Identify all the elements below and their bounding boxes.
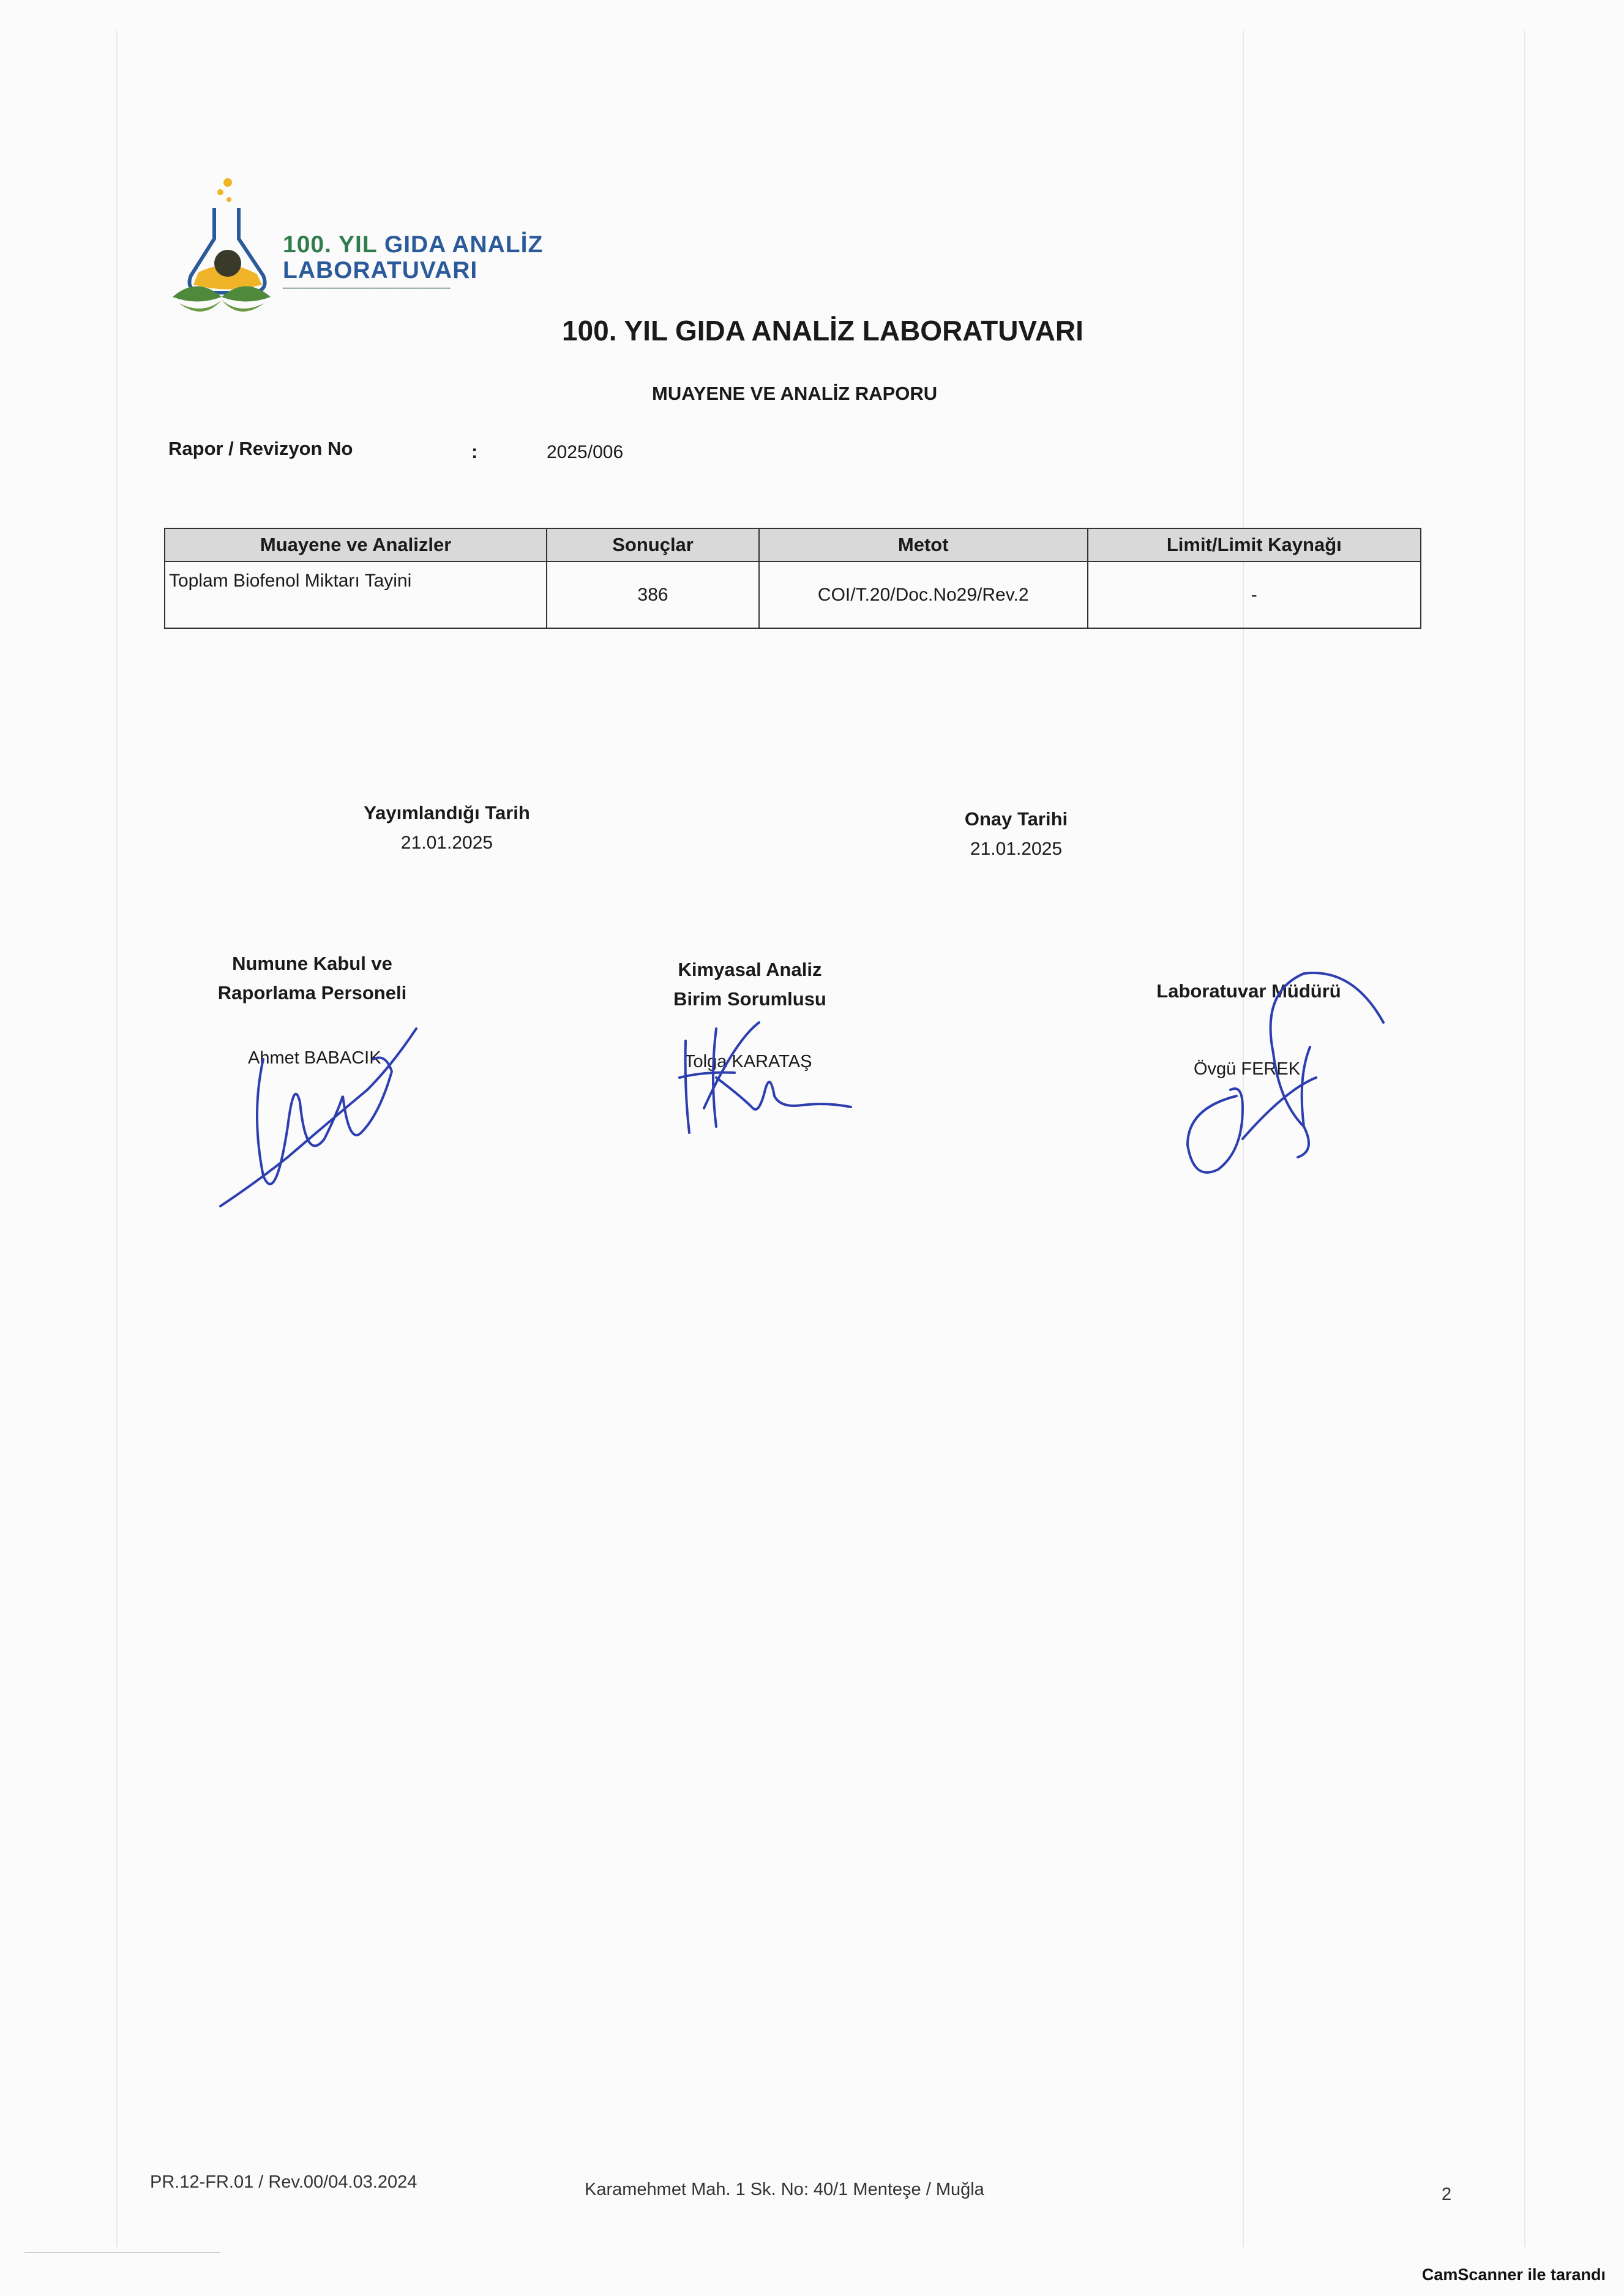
scan-line	[116, 31, 118, 2247]
lab-logo	[160, 171, 283, 318]
signature-scribble-1	[208, 1004, 441, 1225]
approval-date-label: Onay Tarihi	[964, 808, 1068, 830]
logo-text-100yil: 100. YIL	[283, 231, 378, 258]
table-header-cell: Sonuçlar	[547, 528, 759, 561]
page-number: 2	[1442, 2185, 1452, 2204]
scanner-watermark: CamScanner ile tarandı	[1421, 2265, 1606, 2284]
scan-edge-line	[24, 2252, 220, 2253]
table-cell-method: COI/T.20/Doc.No29/Rev.2	[759, 561, 1088, 628]
signature-name-3: Övgü FEREK	[1194, 1059, 1301, 1079]
signature-title-line: Kimyasal Analiz	[678, 959, 822, 980]
footer-address: Karamehmet Mah. 1 Sk. No: 40/1 Menteşe / Muğla	[585, 2180, 984, 2199]
signature-title-line: Raporlama Personeli	[217, 982, 407, 1004]
logo-text-line1	[283, 231, 543, 258]
report-no-label: Rapor / Revizyon No	[168, 438, 353, 459]
table-cell-analysis: Toplam Biofenol Miktarı Tayini	[165, 561, 547, 628]
signature-title-1	[208, 949, 416, 1008]
signature-title-line: Laboratuvar Müdürü	[1156, 980, 1341, 1002]
logo-text-line2: LABORATUVARI	[283, 257, 478, 283]
results-table	[164, 528, 1421, 629]
signature-name-2: Tolga KARATAŞ	[684, 1052, 812, 1071]
report-no-colon: :	[471, 441, 478, 462]
signature-name-1: Ahmet BABACIK	[248, 1048, 381, 1068]
signature-scribble-2	[667, 1004, 863, 1145]
table-header-cell: Limit/Limit Kaynağı	[1088, 528, 1421, 561]
approval-date-block	[924, 808, 1108, 860]
page-title: 100. YIL GIDA ANALİZ LABORATUVARI	[562, 315, 1083, 347]
table-header-cell: Metot	[759, 528, 1088, 561]
published-date-block	[343, 802, 551, 853]
signature-scribble-3	[1151, 943, 1408, 1200]
published-date-value: 21.01.2025	[400, 833, 493, 853]
table-header-cell: Muayene ve Analizler	[165, 528, 547, 561]
table-header-row	[165, 528, 1421, 561]
report-no-value: 2025/006	[547, 442, 624, 462]
table-cell-result: 386	[547, 561, 759, 628]
table-row	[165, 561, 1421, 628]
published-date-label: Yayımlandığı Tarih	[364, 802, 530, 823]
footer-form-code: PR.12-FR.01 / Rev.00/04.03.2024	[150, 2172, 417, 2192]
logo-text-gida: GIDA ANALİZ	[384, 231, 544, 258]
table-cell-limit: -	[1088, 561, 1421, 628]
signature-title-line: Numune Kabul ve	[232, 953, 392, 974]
logo-tagline: ━━━━━━━━━━━━━━━━━━━━━━━━━━━━━━━━━━━━━━━━━━	[283, 285, 451, 292]
signature-title-line: Birim Sorumlusu	[673, 988, 826, 1010]
approval-date-value: 21.01.2025	[970, 839, 1063, 859]
scan-line	[1524, 31, 1525, 2247]
page-subtitle: MUAYENE VE ANALİZ RAPORU	[652, 383, 938, 404]
